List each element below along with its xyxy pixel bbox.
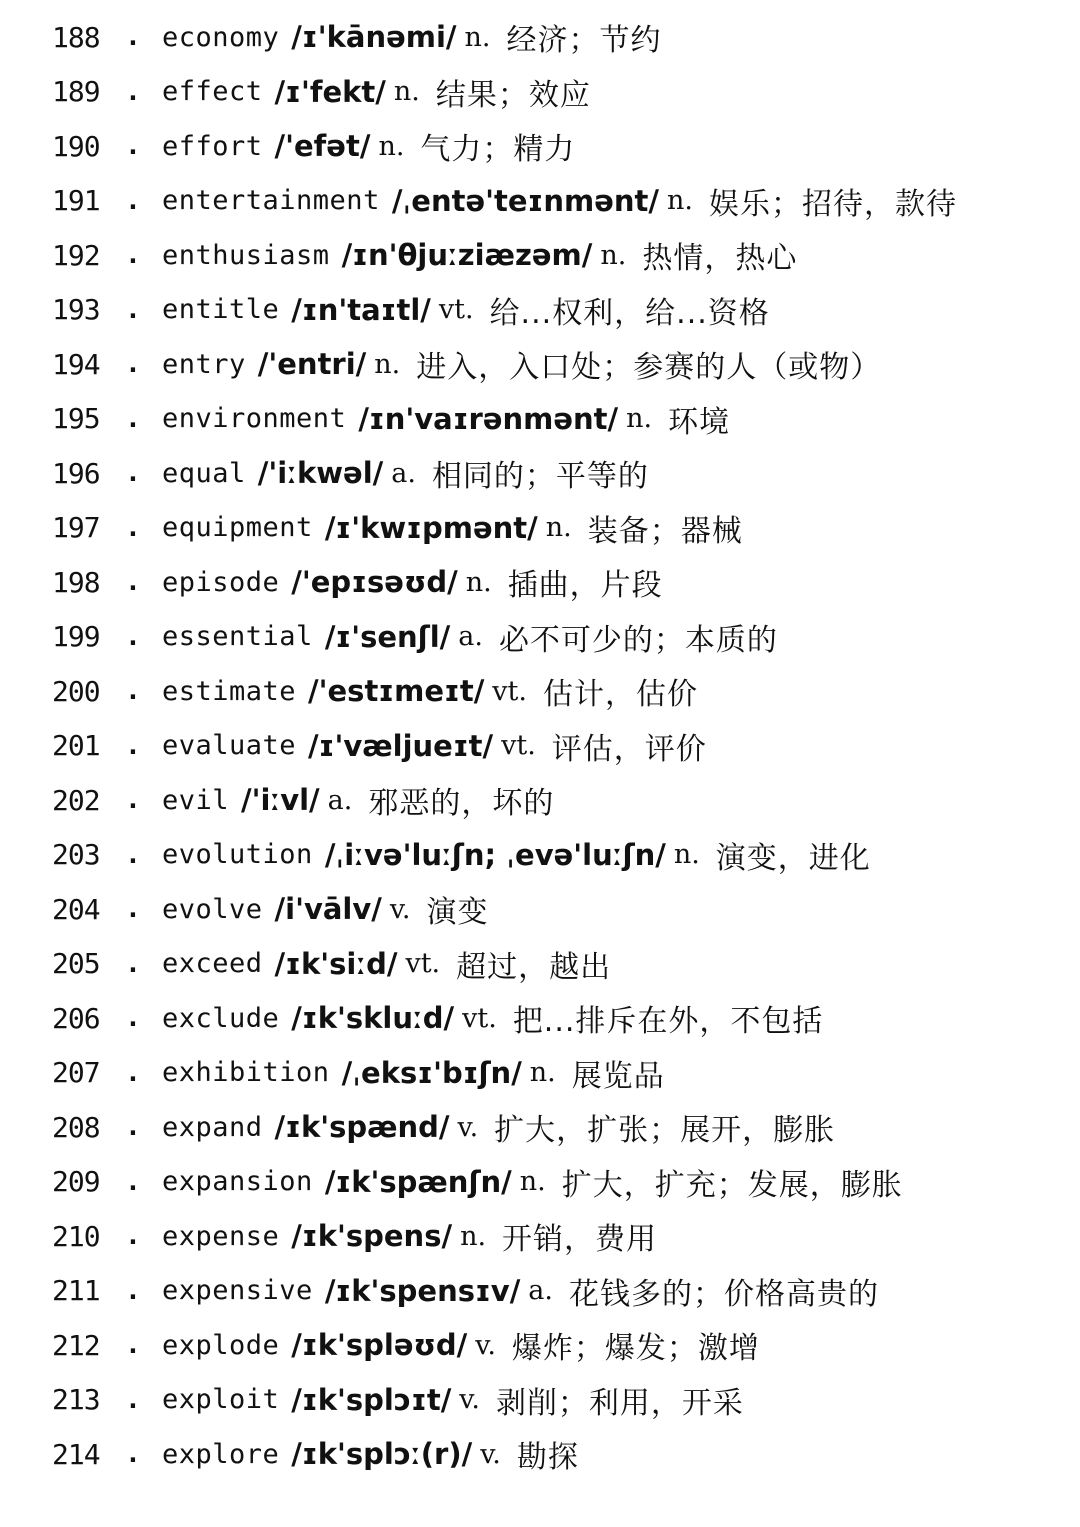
entry-separator: . [125,1166,141,1197]
entry-phonetic: /ɪ'kānəmi/ [291,20,457,55]
entry-meaning: 展览品 [571,1058,665,1094]
entry-word: exclude [162,1002,280,1034]
entry-word: exhibition [162,1057,330,1089]
vocab-entry [0,1100,1080,1155]
entry-meaning: 经济；节约 [506,23,662,59]
entry-meaning: 超过，越出 [456,949,612,985]
vocab-entry [0,882,1080,937]
entry-part-of-speech: n. [545,512,572,544]
entry-meaning: 热情，热心 [642,241,798,277]
entry-word: evolve [162,893,263,925]
entry-word: equal [162,457,246,489]
entry-word: exploit [162,1384,280,1416]
vocab-entry [0,392,1080,447]
entry-number: 203 [52,838,100,872]
entry-word: effect [162,76,263,108]
entry-word: essential [162,621,313,653]
entry-phonetic: /ɪn'θjuːziæzəm/ [341,238,593,273]
vocab-entry [0,228,1080,283]
entry-phonetic: /ɪk'splɔː(r)/ [291,1437,473,1472]
vocab-entry [0,501,1080,556]
entry-separator: . [125,730,141,761]
entry-separator: . [125,1384,141,1415]
entry-number: 210 [52,1219,100,1253]
entry-part-of-speech: a. [528,1275,553,1307]
entry-separator: . [125,948,141,979]
entry-word: episode [162,566,280,598]
vocab-entry [0,337,1080,392]
entry-number: 191 [52,184,100,218]
entry-separator: . [125,1330,141,1361]
entry-separator: . [125,185,141,216]
vocab-entry [0,773,1080,828]
entry-part-of-speech: vt. [492,675,527,707]
entry-separator: . [125,839,141,870]
entry-meaning: 必不可少的；本质的 [498,622,778,658]
entry-separator: . [125,1057,141,1088]
entry-number: 192 [52,238,100,272]
entry-meaning: 估计，估价 [542,677,698,713]
entry-separator: . [125,76,141,107]
entry-phonetic: /ɪn'vaɪrənmənt/ [358,401,619,436]
entry-meaning: 给...权利，给...资格 [489,295,770,331]
vocab-entry [0,1264,1080,1319]
entry-part-of-speech: vt. [438,294,474,326]
entry-meaning: 结果；效应 [435,77,591,113]
entry-phonetic: /'iːkwəl/ [257,456,384,491]
entry-part-of-speech: n. [626,403,653,435]
entry-phonetic: /ɪk'siːd/ [274,946,398,981]
vocab-entry [0,664,1080,719]
entry-part-of-speech: n. [393,76,420,108]
vocab-entry [0,283,1080,338]
entry-number: 205 [52,947,100,981]
entry-phonetic: /ɪk'spænd/ [274,1110,450,1145]
entry-word: entry [162,348,246,380]
entry-separator: . [125,22,141,53]
entry-separator: . [125,676,141,707]
entry-phonetic: /ˌiːvə'luːʃn; ˌevə'luːʃn/ [324,837,666,872]
entry-part-of-speech: n. [378,130,405,162]
entry-separator: . [125,1221,141,1252]
entry-meaning: 邪恶的，坏的 [368,786,555,822]
vocab-entry [0,1427,1080,1482]
entry-part-of-speech: n. [519,1166,546,1198]
entry-phonetic: /ɪk'spləʊd/ [291,1328,468,1363]
entry-meaning: 把...排斥在外，不包括 [512,1004,824,1040]
entry-part-of-speech: n. [465,566,492,598]
entry-separator: . [125,240,141,271]
entry-meaning: 扩大，扩张；展开，膨胀 [494,1113,836,1149]
entry-separator: . [125,785,141,816]
entry-phonetic: /ɪ'senʃl/ [324,619,451,654]
vocab-entry [0,1046,1080,1101]
entry-word: explore [162,1438,280,1470]
entry-number: 194 [52,347,100,381]
entry-meaning: 进入，入口处；参赛的人（或物） [416,350,882,386]
entry-meaning: 爆炸；爆发；激增 [511,1331,760,1367]
entry-number: 196 [52,456,100,490]
vocab-entry [0,174,1080,229]
entry-number: 197 [52,511,100,545]
entry-word: enthusiasm [162,239,330,271]
entry-word: expensive [162,1275,313,1307]
entry-part-of-speech: vt. [501,730,536,762]
vocab-entry [0,610,1080,665]
entry-meaning: 娱乐；招待，款待 [709,186,957,222]
entry-number: 195 [52,402,100,436]
vocab-entry [0,1318,1080,1373]
entry-separator: . [125,567,141,598]
entry-separator: . [125,1439,141,1470]
entry-part-of-speech: vt. [405,948,441,980]
entry-word: economy [162,21,280,53]
vocab-entry [0,446,1080,501]
vocab-entry [0,1155,1080,1210]
entry-phonetic: /'estɪmeɪt/ [308,674,485,709]
entry-meaning: 环境 [668,404,731,440]
entry-number: 211 [52,1274,100,1308]
vocab-entry [0,937,1080,992]
entry-phonetic: /ɪn'taɪtl/ [291,292,431,327]
entry-meaning: 插曲，片段 [507,568,663,604]
entry-part-of-speech: vt. [462,1002,497,1034]
entry-word: entitle [162,294,280,326]
entry-number: 188 [52,20,100,54]
entry-part-of-speech: n. [529,1057,556,1089]
entry-phonetic: /'entri/ [257,347,367,382]
entry-separator: . [125,512,141,543]
entry-word: evaluate [162,730,297,762]
entry-number: 190 [52,129,100,163]
entry-phonetic: /'efət/ [274,129,371,164]
vocab-entry [0,828,1080,883]
entry-phonetic: /'iːvl/ [241,783,320,818]
entry-number: 208 [52,1110,100,1144]
entry-word: evil [162,784,230,816]
entry-word: exceed [162,948,263,980]
entry-part-of-speech: n. [464,21,491,53]
entry-phonetic: /ɪ'kwɪpmənt/ [324,510,538,545]
entry-meaning: 剥削；利用，开采 [495,1385,744,1421]
entry-separator: . [125,403,141,434]
entry-word: entertainment [162,185,380,217]
entry-phonetic: /i'vālv/ [274,892,382,927]
entry-word: expansion [162,1166,313,1198]
entry-meaning: 演变，进化 [715,840,871,876]
entry-meaning: 评估，评价 [551,731,707,767]
entry-separator: . [125,1275,141,1306]
entry-part-of-speech: v. [459,1384,480,1416]
entry-separator: . [125,1003,141,1034]
entry-meaning: 花钱多的；价格高贵的 [568,1276,879,1312]
entry-word: evolution [162,839,313,871]
entry-number: 207 [52,1056,100,1090]
entry-meaning: 扩大，扩充；发展，膨胀 [561,1167,903,1203]
entry-number: 199 [52,620,100,654]
entry-word: expand [162,1111,263,1143]
entry-separator: . [125,894,141,925]
entry-phonetic: /ˌentə'teɪnmənt/ [391,183,660,218]
vocab-entry [0,719,1080,774]
vocabulary-list [0,10,1080,1482]
entry-part-of-speech: v. [389,893,411,925]
entry-separator: . [125,458,141,489]
entry-number: 189 [52,75,100,109]
entry-number: 204 [52,892,100,926]
entry-number: 212 [52,1328,100,1362]
entry-part-of-speech: v. [475,1329,496,1361]
entry-separator: . [125,349,141,380]
entry-phonetic: /ɪ'fekt/ [274,74,386,109]
entry-separator: . [125,294,141,325]
entry-phonetic: /ɪk'spens/ [291,1219,453,1254]
entry-meaning: 演变 [426,895,489,931]
entry-phonetic: /ɪk'splɔɪt/ [291,1382,452,1417]
entry-meaning: 相同的；平等的 [431,459,649,495]
entry-number: 201 [52,729,100,763]
entry-meaning: 装备；器械 [587,513,743,549]
vocab-entry [0,119,1080,174]
entry-phonetic: /ɪk'spænʃn/ [324,1164,512,1199]
entry-word: effort [162,130,263,162]
entry-part-of-speech: n. [667,185,693,217]
vocab-entry [0,555,1080,610]
entry-phonetic: /ˌeksɪ'bɪʃn/ [341,1055,522,1090]
entry-part-of-speech: a. [391,457,416,489]
entry-number: 198 [52,565,100,599]
entry-word: expense [162,1220,280,1252]
entry-part-of-speech: v. [457,1111,479,1143]
vocab-entry [0,10,1080,65]
entry-number: 213 [52,1383,100,1417]
vocab-entry [0,1209,1080,1264]
entry-word: equipment [162,512,313,544]
entry-part-of-speech: n. [600,239,627,271]
entry-separator: . [125,131,141,162]
entry-part-of-speech: a. [327,784,353,816]
entry-number: 193 [52,293,100,327]
entry-phonetic: /ɪk'spensɪv/ [324,1273,521,1308]
entry-part-of-speech: n. [374,348,401,380]
entry-word: explode [162,1329,280,1361]
entry-part-of-speech: n. [673,839,700,871]
entry-phonetic: /ɪ'væljueɪt/ [308,728,494,763]
entry-part-of-speech: a. [458,621,483,653]
entry-meaning: 勘探 [516,1440,579,1476]
vocab-entry [0,65,1080,120]
entry-number: 206 [52,1001,100,1035]
entry-number: 202 [52,783,100,817]
vocab-entry [0,1373,1080,1428]
entry-phonetic: /ɪk'skluːd/ [291,1001,455,1036]
entry-separator: . [125,1112,141,1143]
entry-word: environment [162,403,347,435]
entry-number: 214 [52,1437,100,1471]
entry-part-of-speech: v. [480,1438,501,1470]
entry-meaning: 气力；精力 [420,132,576,168]
entry-meaning: 开销，费用 [502,1222,658,1258]
entry-word: estimate [162,675,297,707]
vocab-entry [0,991,1080,1046]
entry-separator: . [125,621,141,652]
entry-number: 209 [52,1165,100,1199]
entry-part-of-speech: n. [460,1220,487,1252]
entry-phonetic: /'epɪsəʊd/ [291,565,458,600]
entry-number: 200 [52,674,100,708]
